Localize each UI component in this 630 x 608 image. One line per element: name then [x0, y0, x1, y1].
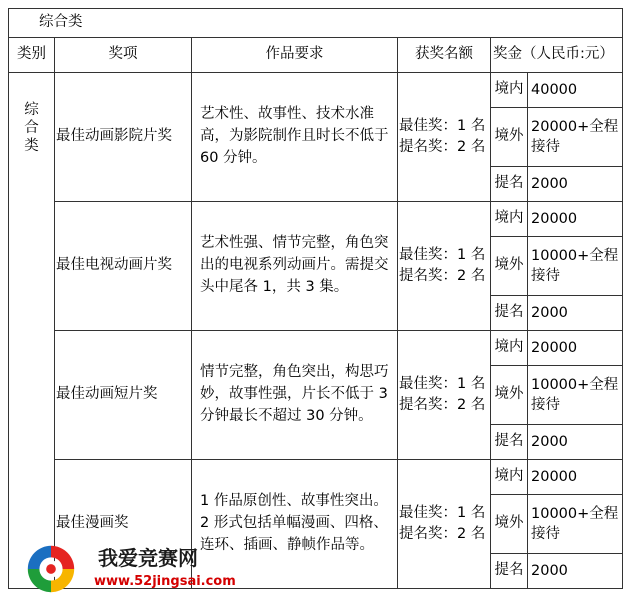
amount-nominee: 2000 [528, 425, 623, 460]
table-row [9, 460, 623, 495]
region-nominee: 提名 [491, 554, 528, 589]
amount-overseas: 10000+全程接待 [528, 495, 623, 554]
region-nominee: 提名 [491, 167, 528, 202]
region-overseas: 境外 [491, 495, 528, 554]
table-row [9, 202, 623, 237]
award-requirement: 艺术性强、情节完整，角色突出的电视系列动画片。需提交头中尾各 1，共 3 集。 [192, 202, 398, 331]
amount-overseas: 10000+全程接待 [528, 366, 623, 425]
region-domestic: 境内 [491, 202, 528, 237]
header-prize: 奖金（人民币:元） [491, 38, 623, 73]
region-domestic: 境内 [491, 331, 528, 366]
region-domestic: 境内 [491, 73, 528, 108]
award-requirement [192, 460, 398, 589]
amount-domestic: 20000 [528, 460, 623, 495]
region-overseas: 境外 [491, 237, 528, 296]
awards-table [8, 8, 623, 589]
count-best: 最佳奖：1 名 [399, 246, 486, 263]
amount-overseas: 20000+全程接待 [528, 108, 623, 167]
table-row [9, 73, 623, 108]
amount-nominee: 2000 [528, 554, 623, 589]
award-count [398, 460, 491, 589]
section-title: 综合类 [9, 9, 623, 38]
count-nominee: 提名奖：2 名 [399, 526, 486, 542]
amount-domestic: 20000 [528, 331, 623, 366]
site-watermark [22, 536, 236, 600]
category-label: 综合类 [24, 102, 39, 155]
award-name: 最佳电视动画片奖 [55, 202, 192, 331]
award-requirement: 艺术性、故事性、技术水准高，为影院制作且时长不低于 60 分钟。 [192, 73, 398, 202]
colorful-ring-logo-icon [22, 540, 80, 598]
award-count [398, 73, 491, 202]
watermark-site-name: 我爱竞赛网 [98, 546, 198, 570]
table-row [9, 331, 623, 366]
requirement-line: 1 作品原创性、故事性突出。 [200, 493, 388, 510]
region-overseas: 境外 [491, 108, 528, 167]
amount-overseas: 10000+全程接待 [528, 237, 623, 296]
header-requirement: 作品要求 [192, 38, 398, 73]
amount-nominee: 2000 [528, 167, 623, 202]
amount-domestic: 40000 [528, 73, 623, 108]
requirement-line: 2 形式包括单幅漫画、四格、连环、插画、静帧作品等。 [200, 515, 388, 553]
region-nominee: 提名 [491, 296, 528, 331]
watermark-url: www.52jingsai.com [94, 574, 236, 589]
count-nominee: 提名奖：2 名 [399, 139, 486, 155]
header-row [9, 38, 623, 73]
award-name: 最佳动画影院片奖 [55, 73, 192, 202]
count-best: 最佳奖：1 名 [399, 375, 486, 392]
amount-domestic: 20000 [528, 202, 623, 237]
header-award: 奖项 [55, 38, 192, 73]
count-nominee: 提名奖：2 名 [399, 397, 486, 413]
count-best: 最佳奖：1 名 [399, 504, 486, 521]
amount-nominee: 2000 [528, 296, 623, 331]
award-name: 最佳漫画奖 [55, 460, 192, 589]
award-name: 最佳动画短片奖 [55, 331, 192, 460]
region-nominee: 提名 [491, 425, 528, 460]
region-domestic: 境内 [491, 460, 528, 495]
region-overseas: 境外 [491, 366, 528, 425]
count-nominee: 提名奖：2 名 [399, 268, 486, 284]
award-count [398, 331, 491, 460]
header-category: 类别 [9, 38, 55, 73]
count-best: 最佳奖：1 名 [399, 117, 486, 134]
award-count [398, 202, 491, 331]
category-cell [9, 73, 55, 589]
award-requirement: 情节完整，角色突出，构思巧妙，故事性强，片长不低于 3 分钟最长不超过 30 分钟。 [192, 331, 398, 460]
header-count: 获奖名额 [398, 38, 491, 73]
